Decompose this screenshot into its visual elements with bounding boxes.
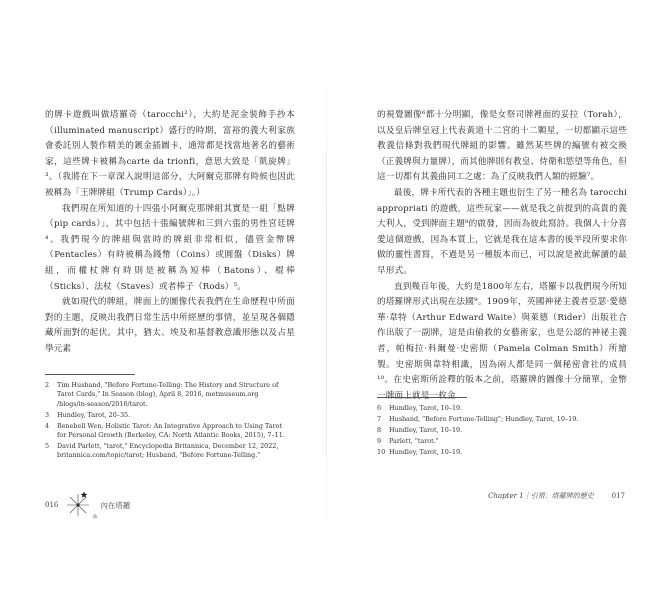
footnote-number: 8: [377, 425, 382, 434]
paragraph: 最後，牌卡所代表的各種主題也衍生了另一種名為 tarocchi appropriati 的遊戲，這些玩家——就是我之前提到的高貴的義大利人，受到牌面主題⁸的啟發，因而為彼此寫詩。我個人十分喜愛這個遊戲，因為本質上，它就是我在這本書的後半段所要求你做的靈性書寫，不過是另一種版本而已，可以說是被此解讀的最早形式。: [377, 187, 627, 276]
right-body-text: [377, 108, 627, 404]
star-icon: [64, 491, 98, 519]
left-footnotes: [45, 381, 285, 462]
footnote-text: Hundley, Tarot, 10–19.: [389, 447, 463, 456]
footnote-number: 5: [45, 441, 50, 450]
footnote-number: 10: [377, 447, 386, 456]
paragraph: 我們現在所知道的十四張小阿爾克那牌組其實是一組「點牌（pip cards）」，其中包括十張編號牌和三到六張的男性宮廷牌⁴。我們現今的牌組與當時的牌組非常相似，儘管金幣牌（Pentacles）有時被稱為錢幣（Coins）或圓盤（Disks）牌組，而權杖牌有時則是被稱為短棒（Batons）、棍棒（Sticks）、法杖（Staves）或者棒子（Rods）⁵。: [45, 203, 295, 292]
footnote-number: 2: [45, 381, 50, 389]
book-title: 內在塔羅: [100, 500, 131, 510]
footnote-text: Tim Husband, "Before Fortune-Telling: The History and Structure of Tarot Cards," In Season (blog), April 8, 2016, metmuseum.org /blogs/in-season/2016/tarot.: [57, 381, 279, 408]
footnote-text: Husband, "Before Fortune-Telling"; Hundley, Tarot, 10–19.: [389, 414, 579, 423]
left-page: [0, 0, 327, 609]
footnote: [45, 422, 285, 441]
footnote-rule: [377, 397, 467, 398]
page-number: 016: [45, 501, 59, 509]
footnote: [377, 404, 617, 413]
footnote: [45, 442, 285, 461]
right-page: [327, 0, 655, 609]
footnote-rule: [45, 374, 135, 375]
footnote-number: 4: [45, 421, 50, 430]
paragraph: 的牌卡遊戲叫做塔羅奇（tarocchi²），大約是泥金裝飾手抄本（illuminated manuscript）盛行的時期，富裕的義大利家族會委託別人製作精美的鍍金插圖卡，通常都是找當地著名的藝術家，這些牌卡被稱為carte da trionfi，意思大致是「凱旋牌」³。（我將在下一章深入說明這部分，大阿爾克那牌有時候也因此被稱為「王牌牌組（Trump Cards）」。）: [45, 110, 295, 198]
footnote-number: 3: [45, 410, 50, 419]
right-footnotes: [377, 404, 617, 459]
footnote-text: Benebell Wen, Holistic Tarot: An Integrative Approach to Using Tarot for Personal Growth (Berkeley, CA: North Atlantic Books, 2015), 7–11.: [57, 421, 285, 440]
footnote-text: Parlett, "tarot.": [389, 436, 439, 445]
footnote: [377, 448, 617, 457]
footnote-number: 6: [377, 404, 382, 412]
paragraph: 直到幾百年後，大約是1800年左右，塔羅卡以我們現今所知的塔羅牌形式出現在法國⁹。1909年，英國神祕主義者亞瑟·愛德華·韋特（Arthur Edward Waite）與萊德（Rider）出版社合作出版了一副牌，這是由偷救的女藝術家，也是公認的神祕主義者，帕梅拉·科爾曼·史密斯（Pamela Colman Smith）所繪製。史密斯與韋特相識，因為兩人都是同一個秘密會社的成員¹⁰。在史密斯所詮釋的版本之前，塔羅牌的圖像十分簡單，金幣一牌面上就是一枚金: [377, 281, 627, 401]
footnote-number: 7: [377, 414, 382, 423]
footnote: [377, 437, 617, 446]
left-folio: [45, 491, 130, 519]
left-body-text: [45, 108, 295, 358]
paragraph: 的視覺圖像⁶都十分明顯，像是女祭司牌裡面的妥拉（Torah），以及皇后牌皇冠上代表黃道十二宮的十二顆星，一切都顯示這些教義信條對我們現代牌組的影響。雖然某些牌的編號有被交換（正義牌與力量牌），而其他牌則有教皇、侍衛和慾望等角色，但這一切都有其義曲同工之處：為了反映我們人類的經驗⁷。: [377, 110, 627, 183]
page-number: 017: [611, 492, 625, 500]
footnote: [377, 415, 617, 424]
paragraph: 就如現代的牌組，牌面上的圖像代表我們在生命歷程中所面對的主題，反映出我們日常生活中所經歷的事情，並呈現各個隱藏所面對的起伏。其中，猶太、埃及和基督教意識形態以及占星學元素: [45, 297, 295, 354]
footnote-text: Hundley, Tarot, 10–19.: [389, 425, 463, 434]
chapter-label: Chapter 1｜引領：塔羅牌的歷史: [488, 492, 594, 500]
footnote-text: David Parlett, "tarot," Encyclopedia Britannica, December 12, 2022, britannica.com/topic/tarot; Husband, "Before Fortune-Telling.": [57, 441, 279, 460]
footnote: [45, 411, 285, 420]
footnote-text: Hundley, Tarot, 10–19.: [389, 404, 463, 412]
footnote: [45, 381, 285, 409]
footnote: [377, 426, 617, 435]
footnote-text: Hundley, Tarot, 20–35.: [57, 410, 131, 419]
footnote-number: 9: [377, 436, 382, 445]
right-folio: [488, 491, 625, 501]
